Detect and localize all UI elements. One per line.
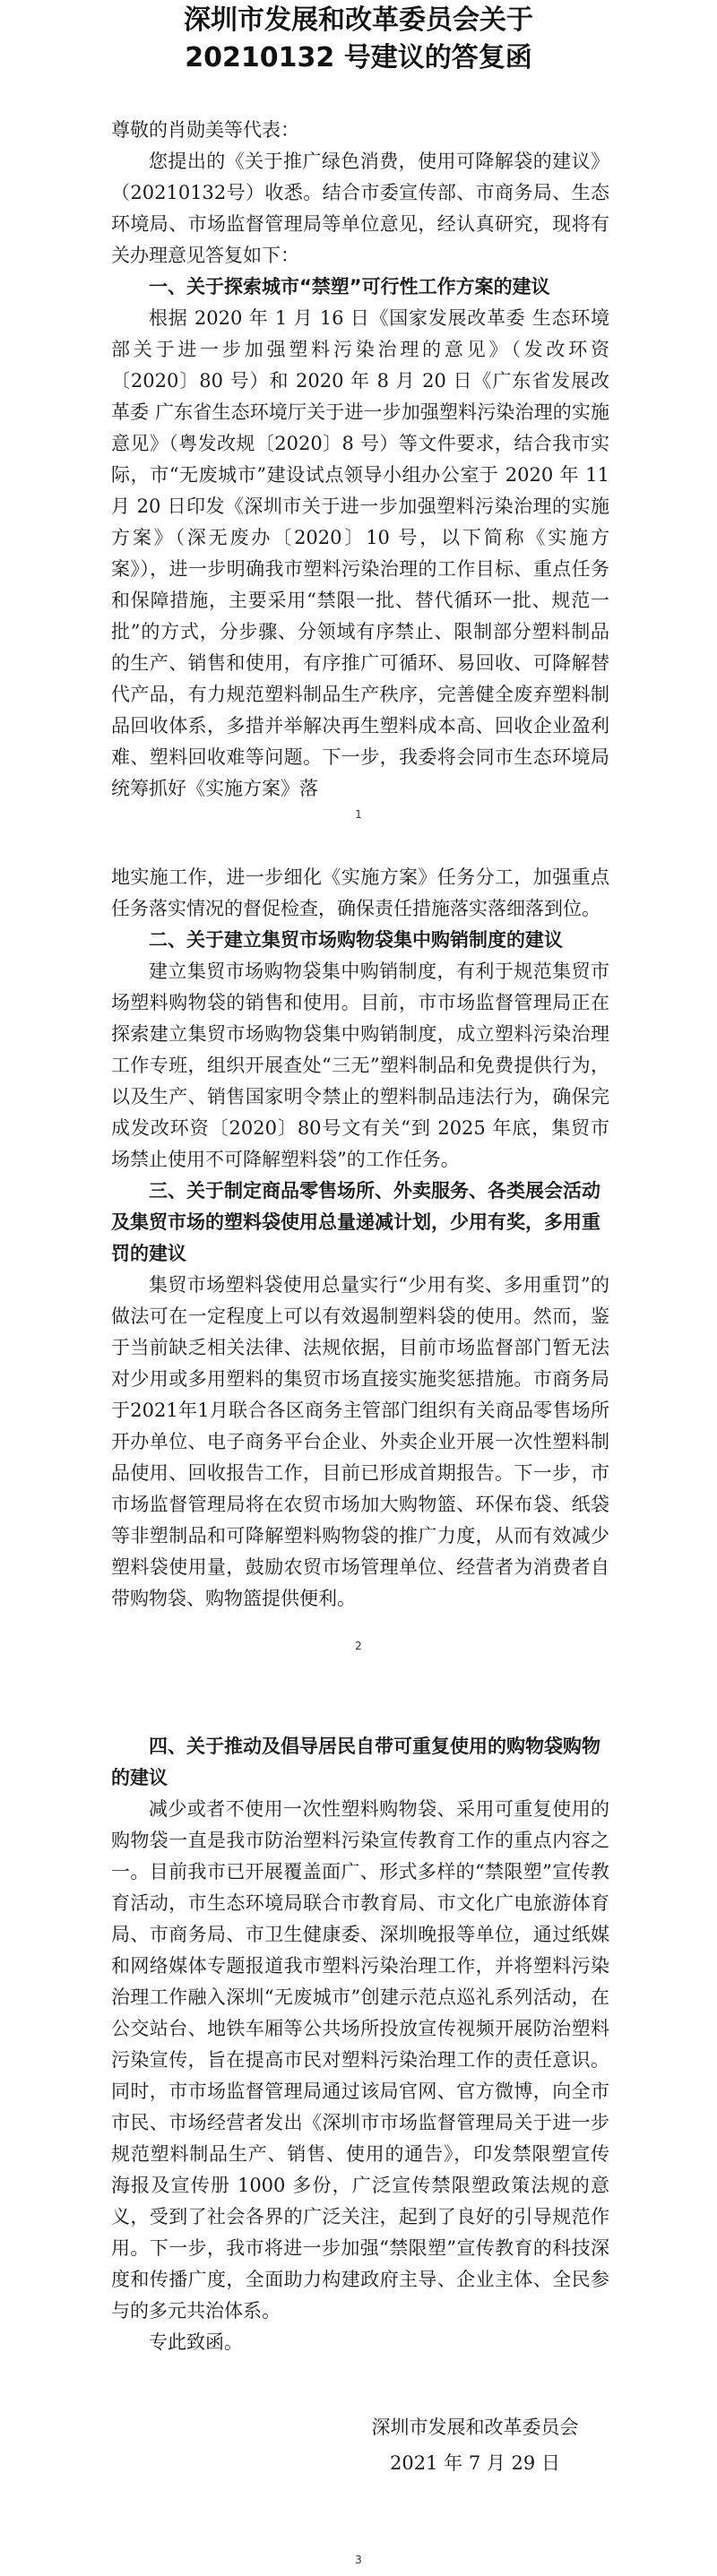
page-number: 2 (355, 1640, 362, 1652)
page-number: 3 (355, 2554, 362, 2566)
section-2-paragraph: 建立集贸市场购物袋集中购销制度，有利于规范集贸市场塑料购物袋的销售和使用。目前，市市场监督管理局正在探索建立集贸市场购物袋集中购销制度，成立塑料污染治理工作专班，组织开展查处“三无”塑料制品和免费提供行为，以及生产、销售国家明令禁止的塑料制品违法行为，确保完成发改环资〔2020〕80号文有关“到 2025 年底，集贸市场禁止使用不可降解塑料袋”的工作任务。 (111, 961, 609, 1170)
intro-paragraph: 您提出的《关于推广绿色消费，使用可降解袋的建议》（20210132号）收悉。结合市委宣传部、市商务局、生态环境局、市场监督管理局等单位意见，经认真研究，现将有关办理意见答复如下： (111, 151, 609, 266)
document-title-line-1: 深圳市发展和改革委员会关于 (184, 4, 533, 36)
section-1-paragraph: 根据 2020 年 1 月 16 日《国家发展改革委 生态环境部关于进一步加强塑料污染治理的意见》（发改环资〔2020〕80 号）和 2020 年 8 月 20 日《广东省发展改革委 广东省生态环境厅关于进一步加强塑料污染治理的实施意见》（粤发改规〔2020〕8 号）等文件要求，结合我市实际，市“无废城市”建设试点领导小组办公室于 2020 年 11 月 20 日印发《深圳市关于进一步加强塑料污染治理的实施方案》（深无废办〔2020〕10 号，以下简称《实施方案》），进一步明确我市塑料污染治理的工作目标、重点任务和保障措施，主要采用“禁限一批、替代循环一批、规范一批”的方式，分步骤、分领域有序禁止、限制部分塑料制品的生产、销售和使用，有序推广可循环、易回收、可降解替代产品，有力规范塑料制品生产秩序，完善健全废弃塑料制品回收体系，多措并举解决再生塑料成本高、回收企业盈利难、塑料回收难等问题。下一步，我委将会同市生态环境局统筹抓好《实施方案》落 (111, 307, 609, 799)
document-title-line-2: 20210132 号建议的答复函 (185, 42, 532, 73)
document-page-2 (0, 842, 717, 1676)
section-1-heading: 一、关于探索城市“禁塑”可行性工作方案的建议 (149, 276, 550, 297)
closing-remark: 专此致函。 (149, 2331, 243, 2353)
section-2-heading: 二、关于建立集贸市场购物袋集中购销制度的建议 (149, 929, 563, 951)
section-4-paragraph: 减少或者不使用一次性塑料购物袋、采用可重复使用的购物袋一直是我市防治塑料污染宣传教育工作的重点内容之一。目前我市已开展覆盖面广、形式多样的“禁限塑”宣传教育活动，市生态环境局联合市教育局、市文化广电旅游体育局、市商务局、市卫生健康委、深圳晚报等单位，通过纸媒和网络媒体专题报道我市塑料污染治理工作，并将塑料污染治理工作融入深圳“无废城市”创建示范点巡礼系列活动，在公交站台、地铁车厢等公共场所投放宣传视频开展防治塑料污染宣传，旨在提高市民对塑料污染治理工作的责任意识。同时，市市场监督管理局通过该局官网、官方微博，向全市市民、市场经营者发出《深圳市市场监督管理局关于进一步规范塑料制品生产、销售、使用的通告》，印发禁限塑宣传海报及宣传册 1000 多份，广泛宣传禁限塑政策法规的意义，受到了社会各界的广泛关注，起到了良好的引导规范作用。下一步，我市将进一步加强“禁限塑”宣传教育的科技深度和传播广度，全面助力构建政府主导、企业主体、全民参与的多元共治体系。 (111, 1798, 609, 2322)
page-3-body (111, 1731, 609, 2358)
salutation: 尊敬的肖勋美等代表： (111, 119, 299, 141)
page-2-body (111, 862, 609, 1615)
document-page-3 (0, 1676, 717, 2576)
document-page-1 (0, 0, 717, 842)
section-4-heading: 四、关于推动及倡导居民自带可重复使用的购物袋购物的建议 (111, 1736, 600, 1788)
page-1-body (111, 115, 609, 805)
signature-organization: 深圳市发展和改革委员会 (371, 2417, 579, 2438)
section-1-paragraph-continued: 地实施工作，进一步细化《实施方案》任务分工，加强重点任务落实情况的督促检查，确保责任措施落实落细落到位。 (111, 866, 609, 919)
signature-date: 2021 年 7 月 29 日 (390, 2452, 560, 2474)
section-3-paragraph: 集贸市场塑料袋使用总量实行“少用有奖、多用重罚”的做法可在一定程度上可以有效遏制塑料袋的使用。然而，鉴于当前缺乏相关法律、法规依据，目前市场监督部门暂无法对少用或多用塑料的集贸市场直接实施奖惩措施。市商务局于2021年1月联合各区商务主管部门组织有关商品零售场所开办单位、电子商务平台企业、外卖企业开展一次性塑料制品使用、回收报告工作，目前已形成首期报告。下一步，市市场监督管理局将在农贸市场加大购物篮、环保布袋、纸袋等非塑制品和可降解塑料购物袋的推广力度，从而有效减少塑料袋使用量，鼓励农贸市场管理单位、经营者为消费者自带购物袋、购物篮提供便利。 (111, 1274, 609, 1609)
section-3-heading: 三、关于制定商品零售场所、外卖服务、各类展会活动及集贸市场的塑料袋使用总量递减计划，少用有奖，多用重罚的建议 (111, 1180, 600, 1264)
page-number: 1 (355, 808, 362, 821)
